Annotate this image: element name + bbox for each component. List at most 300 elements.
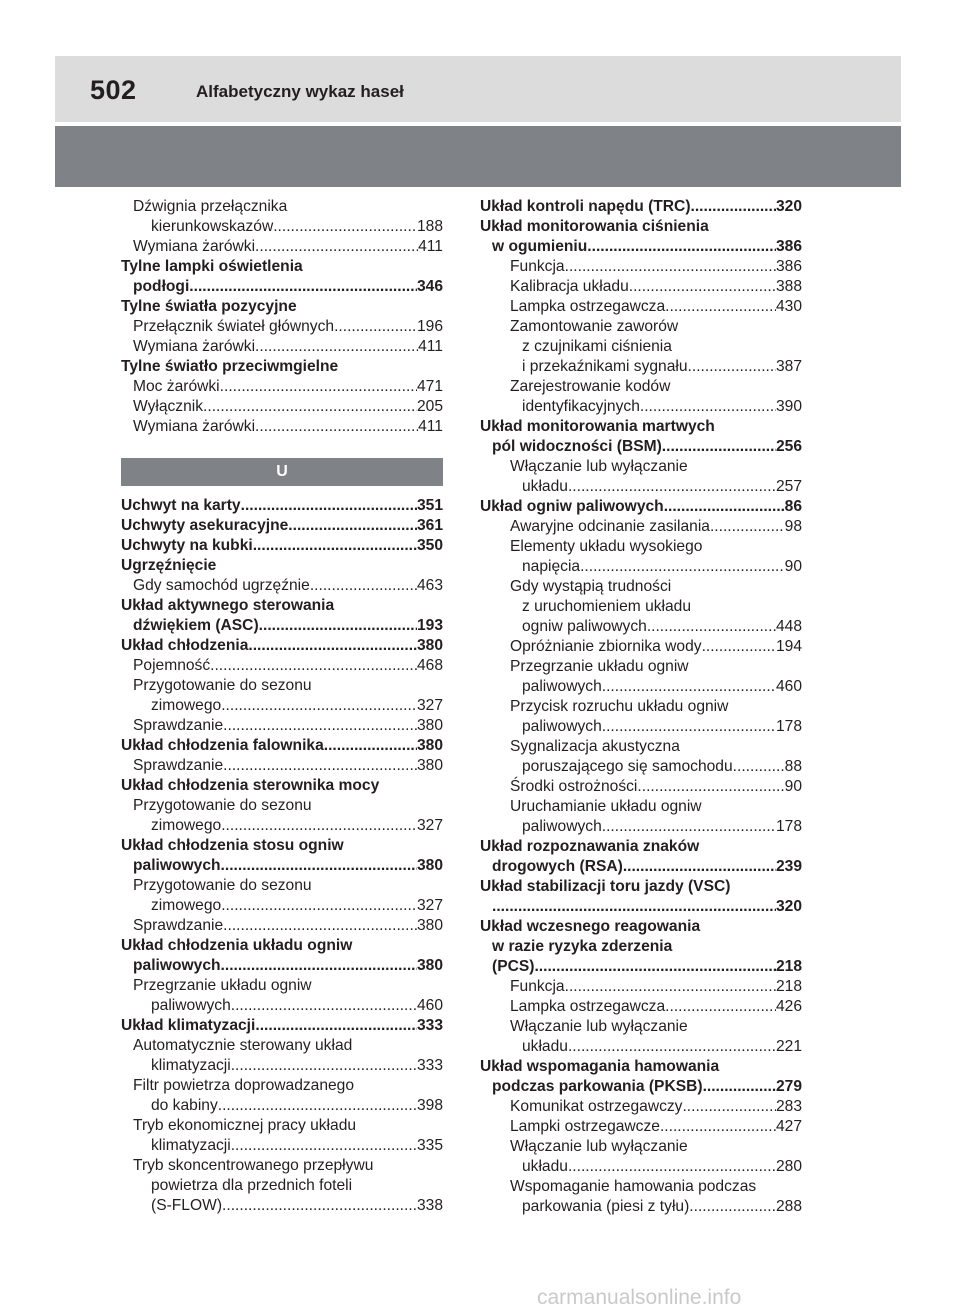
index-entry — [480, 437, 802, 457]
index-entry-text: Tryb ekonomicznej pracy układu — [133, 1117, 357, 1134]
dot-leader — [231, 1136, 417, 1156]
index-entry-page: 380 — [416, 857, 443, 874]
index-entry — [121, 716, 443, 736]
index-entry-text: Przegrzanie układu ogniw — [133, 977, 312, 994]
index-entry-page: 257 — [775, 478, 802, 495]
dot-leader — [231, 996, 417, 1016]
index-entry — [480, 597, 802, 617]
index-entry-text: zimowego — [151, 817, 222, 834]
index-entry — [480, 677, 802, 697]
index-entry-text: Układ rozpoznawania znaków — [480, 838, 700, 855]
dot-leader — [248, 636, 417, 656]
index-entry-text: podczas parkowania (PKSB) — [492, 1078, 703, 1095]
index-entry-text: Tylne światło przeciwmgielne — [121, 358, 339, 375]
index-entry — [121, 896, 443, 916]
index-entry-page: 380 — [416, 737, 443, 754]
index-entry-text: Wymiana żarówki — [133, 238, 256, 255]
index-entry — [121, 397, 443, 417]
index-entry — [121, 496, 443, 516]
index-entry — [121, 676, 443, 696]
index-entry-text: Układ klimatyzacji — [121, 1017, 256, 1034]
index-entry — [480, 837, 802, 857]
dot-leader — [223, 916, 417, 936]
index-entry — [480, 297, 802, 317]
index-entry-text: Lampka ostrzegawcza — [510, 298, 666, 315]
index-entry — [121, 696, 443, 716]
index-entry-text: (PCS) — [492, 958, 535, 975]
index-entry-text: zimowego — [151, 897, 222, 914]
dot-leader — [189, 277, 417, 297]
index-entry — [480, 877, 802, 897]
index-entry-text: Gdy samochód ugrzęźnie — [133, 577, 310, 594]
index-entry-text: Tylne światła pozycyjne — [121, 298, 297, 315]
index-entry-page: 280 — [775, 1158, 802, 1175]
index-entry — [121, 317, 443, 337]
dot-leader — [637, 777, 784, 797]
header-bar — [55, 56, 901, 122]
index-entry — [480, 957, 802, 977]
index-entry-page: 380 — [416, 957, 443, 974]
index-entry-page: 205 — [416, 398, 443, 415]
index-entry-text: paliwowych — [133, 857, 221, 874]
index-entry-page: 411 — [418, 338, 443, 355]
index-entry — [480, 357, 802, 377]
index-entry — [480, 617, 802, 637]
index-entry-text: Opróżnianie zbiornika wody — [510, 638, 702, 655]
index-entry — [121, 1176, 443, 1196]
index-entry — [121, 1076, 443, 1096]
index-entry-page: 320 — [775, 198, 802, 215]
dot-leader — [334, 317, 417, 337]
dot-leader — [210, 656, 417, 676]
index-entry-page: 327 — [416, 897, 443, 914]
index-entry-text: ogniw paliwowych — [522, 618, 647, 635]
index-entry-text: Uchwyty na kubki — [121, 537, 253, 554]
index-entry-page: 279 — [775, 1078, 802, 1095]
dot-leader — [623, 857, 776, 877]
index-entry-text: Kalibracja układu — [510, 278, 629, 295]
index-entry-text: układu — [522, 1038, 568, 1055]
dot-leader — [324, 736, 417, 756]
index-entry — [480, 697, 802, 717]
dot-leader — [568, 1157, 776, 1177]
index-entry-text: Sprawdzanie — [133, 757, 224, 774]
index-entry-text: do kabiny — [151, 1097, 218, 1114]
index-entry-text: Układ monitorowania martwych — [480, 418, 715, 435]
index-entry — [121, 257, 443, 277]
index-entry-text: Zamontowanie zaworów — [510, 318, 679, 335]
index-entry-page: 88 — [784, 758, 802, 775]
index-entry-page: 90 — [784, 778, 802, 795]
index-entry-text: Układ chłodzenia stosu ogniw — [121, 837, 344, 854]
index-entry — [121, 357, 443, 377]
index-entry-text: powietrza dla przednich foteli — [151, 1177, 353, 1194]
page-number: 502 — [90, 75, 137, 105]
dot-leader — [640, 397, 776, 417]
index-entry — [480, 237, 802, 257]
index-entry-page: 320 — [775, 898, 802, 915]
index-entry — [121, 856, 443, 876]
index-entry — [480, 1077, 802, 1097]
index-entry-text: Układ chłodzenia falownika — [121, 737, 324, 754]
index-entry — [121, 516, 443, 536]
index-entry — [480, 277, 802, 297]
index-entry — [121, 996, 443, 1016]
index-entry — [121, 936, 443, 956]
index-entry-page: 390 — [775, 398, 802, 415]
index-entry-text: Wymiana żarówki — [133, 338, 256, 355]
index-entry-text: kierunkowskazów — [151, 218, 274, 235]
index-entry-page: 335 — [416, 1137, 443, 1154]
index-entry-text: układu — [522, 478, 568, 495]
index-entry-text: Tylne lampki oświetlenia — [121, 258, 303, 275]
dot-leader — [221, 696, 417, 716]
index-entry-page: 193 — [416, 617, 443, 634]
index-entry — [121, 836, 443, 856]
index-entry-page: 468 — [416, 657, 443, 674]
dot-leader — [568, 477, 776, 497]
index-entry — [480, 457, 802, 477]
index-entry — [480, 377, 802, 397]
index-entry — [121, 1036, 443, 1056]
index-entry — [480, 977, 802, 997]
index-entry-text: z czujnikami ciśnienia — [522, 338, 672, 355]
index-entry-page: 351 — [416, 497, 443, 514]
index-entry-page: 460 — [775, 678, 802, 695]
index-entry-text: Przygotowanie do sezonu — [133, 877, 312, 894]
index-column-right — [480, 197, 802, 1217]
dot-leader — [218, 1096, 417, 1116]
index-column-left — [121, 197, 443, 1216]
index-entry — [121, 1196, 443, 1216]
index-entry-text: poruszającego się samochodu — [522, 758, 733, 775]
index-entry — [121, 876, 443, 896]
dot-leader — [660, 1117, 776, 1137]
index-entry-text: z uruchomieniem układu — [522, 598, 692, 615]
index-group-u — [121, 496, 443, 1216]
index-entry-text: układu — [522, 1158, 568, 1175]
section-heading-u: U — [121, 458, 443, 486]
dot-leader — [602, 677, 776, 697]
index-entry — [480, 197, 802, 217]
dot-leader — [255, 237, 418, 257]
index-entry — [121, 756, 443, 776]
index-entry — [121, 297, 443, 317]
index-entry — [121, 1016, 443, 1036]
index-entry-text: drogowych (RSA) — [492, 858, 623, 875]
index-entry — [480, 317, 802, 337]
dot-leader — [231, 1056, 417, 1076]
index-entry-text: Wyłącznik — [133, 398, 204, 415]
dot-leader — [288, 516, 417, 536]
index-entry-page: 448 — [775, 618, 802, 635]
index-entry-text: klimatyzacji — [151, 1137, 231, 1154]
index-entry — [480, 1197, 802, 1217]
index-entry-text: zimowego — [151, 697, 222, 714]
dot-leader — [310, 576, 417, 596]
dot-leader — [273, 217, 417, 237]
index-entry — [480, 417, 802, 437]
index-entry-text: Lampka ostrzegawcza — [510, 998, 666, 1015]
dot-leader — [682, 1097, 776, 1117]
dot-leader — [565, 257, 776, 277]
index-entry-text: paliwowych — [133, 957, 221, 974]
dot-leader — [223, 716, 417, 736]
index-entry-page: 346 — [416, 278, 443, 295]
index-entry-page: 98 — [784, 518, 802, 535]
index-entry — [480, 817, 802, 837]
index-entry — [480, 777, 802, 797]
dot-leader — [568, 1037, 776, 1057]
index-entry-text: Lampki ostrzegawcze — [510, 1118, 660, 1135]
index-entry — [121, 237, 443, 257]
index-entry — [121, 1136, 443, 1156]
index-entry-text: Sprawdzanie — [133, 717, 224, 734]
index-entry — [480, 637, 802, 657]
index-entry-text: Tryb skoncentrowanego przepływu — [133, 1157, 374, 1174]
index-entry-text: Przegrzanie układu ogniw — [510, 658, 689, 675]
index-entry-page: 386 — [775, 258, 802, 275]
index-entry — [480, 857, 802, 877]
index-entry — [480, 1177, 802, 1197]
index-entry — [480, 537, 802, 557]
index-entry-text: Sygnalizacja akustyczna — [510, 738, 680, 755]
index-entry — [480, 737, 802, 757]
index-entry — [480, 1037, 802, 1057]
dot-leader — [710, 517, 785, 537]
index-entry-text: Wspomaganie hamowania podczas — [510, 1178, 757, 1195]
index-entry-text: w razie ryzyka zderzenia — [492, 938, 673, 955]
index-entry-page: 426 — [775, 998, 802, 1015]
index-entry-page: 288 — [775, 1198, 802, 1215]
index-entry-page: 427 — [775, 1118, 802, 1135]
index-entry — [480, 1137, 802, 1157]
dot-leader — [665, 997, 776, 1017]
index-entry — [121, 377, 443, 397]
dot-leader — [221, 856, 417, 876]
index-entry — [480, 997, 802, 1017]
index-entry-page: 333 — [416, 1057, 443, 1074]
index-entry-text: Przygotowanie do sezonu — [133, 677, 312, 694]
dot-leader — [689, 1197, 776, 1217]
index-entry-text: pól widoczności (BSM) — [492, 438, 662, 455]
index-entry — [121, 816, 443, 836]
index-entry — [480, 517, 802, 537]
index-entry-text: Włączanie lub wyłączanie — [510, 1138, 688, 1155]
index-entry-text: Filtr powietrza doprowadzanego — [133, 1077, 355, 1094]
index-entry-page: 188 — [416, 218, 443, 235]
index-entry — [480, 757, 802, 777]
index-entry-text: dźwiękiem (ASC) — [133, 617, 259, 634]
index-entry-text: identyfikacyjnych — [522, 398, 640, 415]
index-entry-text: Dźwignia przełącznika — [133, 198, 288, 215]
index-entry — [121, 197, 443, 217]
dot-leader — [220, 377, 417, 397]
index-entry-text: Automatycznie sterowany układ — [133, 1037, 353, 1054]
index-entry — [121, 536, 443, 556]
index-entry-text: Ugrzęźnięcie — [121, 557, 217, 574]
index-entry-text: Włączanie lub wyłączanie — [510, 458, 688, 475]
index-entry — [480, 657, 802, 677]
index-entry-page: 283 — [775, 1098, 802, 1115]
index-entry-page: 338 — [416, 1197, 443, 1214]
dot-leader — [665, 297, 776, 317]
index-entry — [480, 217, 802, 237]
index-entry-page: 90 — [784, 558, 802, 575]
dot-leader — [647, 617, 776, 637]
index-entry — [480, 797, 802, 817]
index-entry-text: Funkcja — [510, 258, 565, 275]
dot-leader — [703, 1077, 776, 1097]
dot-leader — [664, 497, 785, 517]
index-entry-page: 221 — [775, 1038, 802, 1055]
index-entry-page: 178 — [775, 818, 802, 835]
index-entry-text: paliwowych — [151, 997, 231, 1014]
index-entry-text: Środki ostrożności — [510, 778, 638, 795]
index-entry — [121, 1096, 443, 1116]
watermark: carmanualsonline.info — [537, 1286, 742, 1309]
index-entry — [121, 916, 443, 936]
index-entry-text: Awaryjne odcinanie zasilania — [510, 518, 710, 535]
dot-leader — [580, 557, 785, 577]
index-entry-text: Układ wspomagania hamowania — [480, 1058, 720, 1075]
index-entry-page: 388 — [775, 278, 802, 295]
dot-leader — [691, 197, 776, 217]
index-entry-page: 471 — [416, 378, 443, 395]
index-entry-text: Funkcja — [510, 978, 565, 995]
dot-leader — [221, 816, 417, 836]
index-entry-text: Układ stabilizacji toru jazdy (VSC) — [480, 878, 731, 895]
index-entry-text: (S-FLOW) — [151, 1197, 223, 1214]
index-entry-page: 218 — [775, 978, 802, 995]
dot-leader — [259, 616, 417, 636]
dot-leader — [221, 956, 417, 976]
dot-leader — [534, 957, 776, 977]
index-entry — [121, 277, 443, 297]
dot-leader — [255, 417, 418, 437]
dot-leader — [733, 757, 785, 777]
index-entry-text: Sprawdzanie — [133, 917, 224, 934]
index-entry — [121, 796, 443, 816]
index-entry-text: Zarejestrowanie kodów — [510, 378, 671, 395]
index-entry — [480, 1057, 802, 1077]
dot-leader — [203, 397, 417, 417]
index-entry-page: 361 — [416, 517, 443, 534]
index-entry-page: 86 — [784, 498, 802, 515]
index-entry — [121, 576, 443, 596]
index-entry-page: 350 — [416, 537, 443, 554]
dot-leader — [222, 1196, 417, 1216]
dot-leader — [602, 817, 776, 837]
index-entry — [121, 636, 443, 656]
index-entry — [480, 917, 802, 937]
dot-leader — [223, 756, 417, 776]
index-entry — [121, 1056, 443, 1076]
index-entry-text: Układ chłodzenia — [121, 637, 249, 654]
index-entry-page: 411 — [418, 418, 443, 435]
index-entry-page: 398 — [416, 1097, 443, 1114]
index-entry-page: 333 — [416, 1017, 443, 1034]
index-entry — [480, 337, 802, 357]
index-entry-text: Układ aktywnego sterowania — [121, 597, 335, 614]
dot-leader — [492, 897, 776, 917]
dot-leader — [241, 496, 417, 516]
index-entry-text: Układ chłodzenia układu ogniw — [121, 937, 353, 954]
index-entry — [480, 257, 802, 277]
dot-leader — [255, 337, 418, 357]
index-entry-text: Układ chłodzenia sterownika mocy — [121, 777, 380, 794]
index-entry-text: Uruchamianie układu ogniw — [510, 798, 702, 815]
dot-leader — [253, 536, 417, 556]
index-entry — [480, 577, 802, 597]
index-entry-text: i przekaźnikami sygnału — [522, 358, 688, 375]
index-entry — [121, 337, 443, 357]
index-entry — [480, 497, 802, 517]
index-entry-page: 194 — [775, 638, 802, 655]
index-entry-text: Wymiana żarówki — [133, 418, 256, 435]
index-entry-text: Komunikat ostrzegawczy — [510, 1098, 683, 1115]
index-entry — [121, 1156, 443, 1176]
index-entry — [121, 736, 443, 756]
index-entry-page: 380 — [416, 637, 443, 654]
index-entry — [121, 616, 443, 636]
dot-leader — [629, 277, 776, 297]
index-entry-text: Uchwyt na karty — [121, 497, 241, 514]
index-entry-page: 239 — [775, 858, 802, 875]
index-entry-text: Układ wczesnego reagowania — [480, 918, 701, 935]
dot-leader — [702, 637, 776, 657]
index-entry-text: Układ kontroli napędu (TRC) — [480, 198, 691, 215]
index-entry-text: paliwowych — [522, 718, 602, 735]
index-entry — [480, 1117, 802, 1137]
dot-leader — [587, 237, 776, 257]
index-entry-page: 218 — [775, 958, 802, 975]
index-entry-text: Gdy wystąpią trudności — [510, 578, 672, 595]
index-entry — [480, 557, 802, 577]
page-title: Alfabetyczny wykaz haseł — [196, 82, 404, 101]
index-entry-text: Przełącznik świateł głównych — [133, 318, 335, 335]
index-entry-text: Przygotowanie do sezonu — [133, 797, 312, 814]
index-entry-page: 256 — [775, 438, 802, 455]
index-entry-page: 380 — [416, 717, 443, 734]
dot-leader — [662, 437, 776, 457]
index-entry-text: w ogumieniu — [492, 238, 588, 255]
index-entry-page: 380 — [416, 917, 443, 934]
index-entry-page: 196 — [416, 318, 443, 335]
index-entry — [121, 556, 443, 576]
index-group-t — [121, 197, 443, 437]
index-entry-page: 178 — [775, 718, 802, 735]
index-entry-text: podłogi — [133, 278, 190, 295]
index-entry-text: Przycisk rozruchu układu ogniw — [510, 698, 729, 715]
index-entry — [480, 397, 802, 417]
index-entry — [121, 1116, 443, 1136]
index-entry — [480, 897, 802, 917]
index-group-u-continued — [480, 197, 802, 1217]
index-entry-text: Układ ogniw paliwowych — [480, 498, 664, 515]
index-entry-page: 387 — [775, 358, 802, 375]
index-entry-page: 386 — [775, 238, 802, 255]
index-entry-page: 380 — [416, 757, 443, 774]
dot-leader — [688, 357, 776, 377]
dot-leader — [602, 717, 776, 737]
index-entry-page: 460 — [416, 997, 443, 1014]
index-entry-text: paliwowych — [522, 818, 602, 835]
index-entry-page: 411 — [418, 238, 443, 255]
dot-leader — [221, 896, 417, 916]
index-entry-page: 327 — [416, 697, 443, 714]
dot-leader — [255, 1016, 417, 1036]
